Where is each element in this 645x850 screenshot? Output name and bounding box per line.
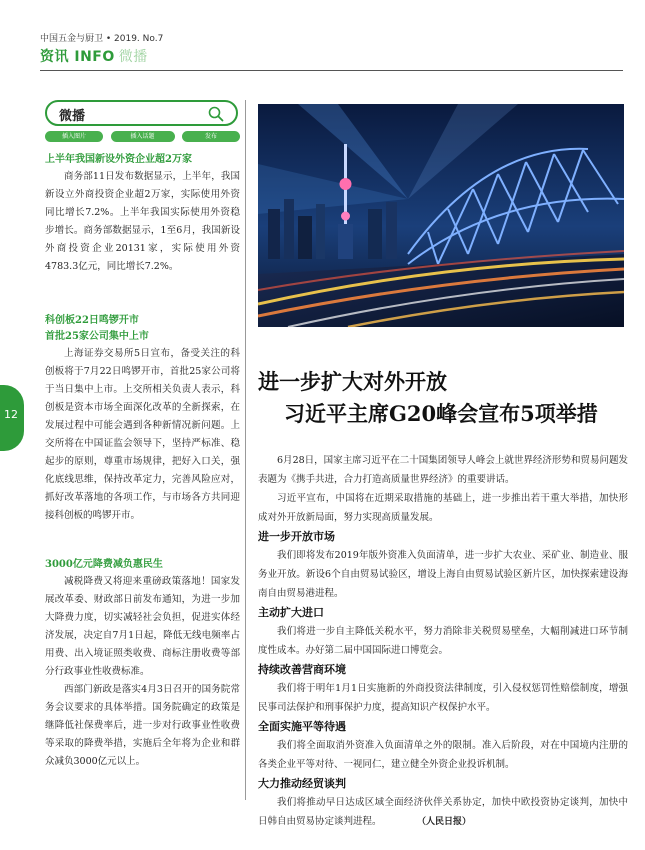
section-heading: 进一步开放市场 bbox=[258, 530, 335, 543]
section-text: 我们将全面取消外资准入负面清单之外的限制。准入后阶段，对在中国境内注册的各类企业平等对待、一视同仁，建立健全外资企业投诉机制。 bbox=[258, 740, 628, 770]
news-paragraph: 减税降费又将迎来重磅政策落地！国家发展改革委、财政部日前发布通知，为进一步加大降费力度，切实减轻社会负担，促进实体经济发展，决定自7月1日起，降低无线电频率占用费、出入境证照类收费、商标注册收费等部分行政事业性收费标准。 bbox=[45, 576, 240, 677]
insert-topic-button[interactable]: 插入话题 bbox=[111, 131, 175, 142]
news-title: 上半年我国新设外资企业超2万家 bbox=[45, 154, 192, 165]
section-heading: 主动扩大进口 bbox=[258, 606, 324, 619]
left-column bbox=[45, 100, 240, 767]
news-item-fee-reduction bbox=[45, 557, 240, 771]
section-text: 我们即将发布2019年版外资准入负面清单，进一步扩大农业、采矿业、制造业、服务业开放。新设6个自由贸易试验区，增设上海自由贸易试验区新片区，加快探索建设海南自由贸易港进程。 bbox=[258, 550, 628, 599]
publish-button[interactable]: 发布 bbox=[182, 131, 240, 142]
section-text: 我们将进一步自主降低关税水平，努力消除非关税贸易壁垒，大幅削减进口环节制度性成本。办好第二届中国国际进口博览会。 bbox=[258, 626, 628, 656]
section-title-main: 资讯 INFO bbox=[40, 49, 115, 65]
article-intro-paragraph: 习近平宣布，中国将在近期采取措施的基础上，进一步推出若干重大举措，加快形成对外开放新局面，努力实现高质量发展。 bbox=[258, 493, 628, 523]
article-title-line-1: 进一步扩大对外开放 bbox=[258, 369, 447, 394]
article-body bbox=[258, 451, 628, 832]
weibo-search-box[interactable] bbox=[45, 100, 238, 126]
news-title: 科创板22日鸣锣开市 首批25家公司集中上市 bbox=[45, 315, 149, 342]
section-heading: 全面实施平等待遇 bbox=[258, 720, 346, 733]
bridge-skyline-illustration bbox=[258, 104, 624, 327]
news-paragraph: 西部门新政是落实4月3日召开的国务院常务会议要求的具体举措。国务院确定的政策是继降低社保费率后，进一步对行政事业性收费等采取的降费举措，实施后全年将为企业和群众减负3000亿元以上。 bbox=[45, 684, 240, 767]
section-title bbox=[40, 46, 148, 66]
news-item-foreign-investment bbox=[45, 152, 240, 276]
section-text-content: 我们将推动早日达成区域全面经济伙伴关系协定，加快中欧投资协定谈判，加快中日韩自由贸易协定谈判进程。 bbox=[258, 797, 628, 827]
news-item-star-market bbox=[45, 313, 240, 525]
section-title-sub: 微播 bbox=[118, 49, 148, 65]
issue-label: 中国五金与厨卫 • 2019. No.7 bbox=[40, 34, 164, 44]
column-divider bbox=[245, 100, 246, 800]
news-paragraph: 上海证券交易所5日宣布，备受关注的科创板将于7月22日鸣锣开市，首批25家公司将于当日集中上市。上交所相关负责人表示，科创板是资本市场全面深化改革的全新探索，在发展过程中可能会遇到各种新情况新问题。上交所将在中国证监会领导下，坚持严标准、稳起步的原则，尊重市场规律，把好入口关，强化底线思维，保持改革定力，完善风险应对，抓好改革落地的各项工作，与市场各方共同迎接科创板的鸣锣开市。 bbox=[45, 348, 240, 521]
search-icon[interactable] bbox=[208, 106, 224, 122]
news-title: 3000亿元降费减负惠民生 bbox=[45, 559, 163, 570]
header-divider bbox=[40, 70, 623, 71]
hero-photo bbox=[258, 104, 624, 327]
news-paragraph: 商务部11日发布数据显示，上半年，我国新设立外商投资企业超2万家，实际使用外资同比增长7.2%。上半年我国实际使用外资稳步增长。商务部数据显示，1至6月，我国新设外商投资企业20131家，实际使用外资4783.3亿元，同比增长7.2%。 bbox=[45, 171, 240, 272]
article-intro-paragraph: 6月28日，国家主席习近平在二十国集团领导人峰会上就世界经济形势和贸易问题发表题为《携手共进，合力打造高质量世界经济》的重要讲话。 bbox=[258, 455, 628, 485]
article-title-line-2: 习近平主席G20峰会宣布5项举措 bbox=[284, 401, 598, 426]
section-heading: 大力推动经贸谈判 bbox=[258, 777, 346, 790]
section-heading: 持续改善营商环境 bbox=[258, 663, 346, 676]
section-text: 我们将于明年1月1日实施新的外商投资法律制度，引入侵权惩罚性赔偿制度，增强民事司法保护和刑事保护力度，提高知识产权保护水平。 bbox=[258, 683, 628, 713]
section-text bbox=[258, 793, 628, 832]
article-title bbox=[258, 366, 628, 430]
post-actions bbox=[45, 131, 240, 142]
insert-image-button[interactable]: 插入图片 bbox=[45, 131, 103, 142]
search-label: 微播 bbox=[59, 109, 86, 124]
article-source: （人民日报） bbox=[421, 817, 472, 827]
page-number: 12 bbox=[4, 408, 18, 421]
